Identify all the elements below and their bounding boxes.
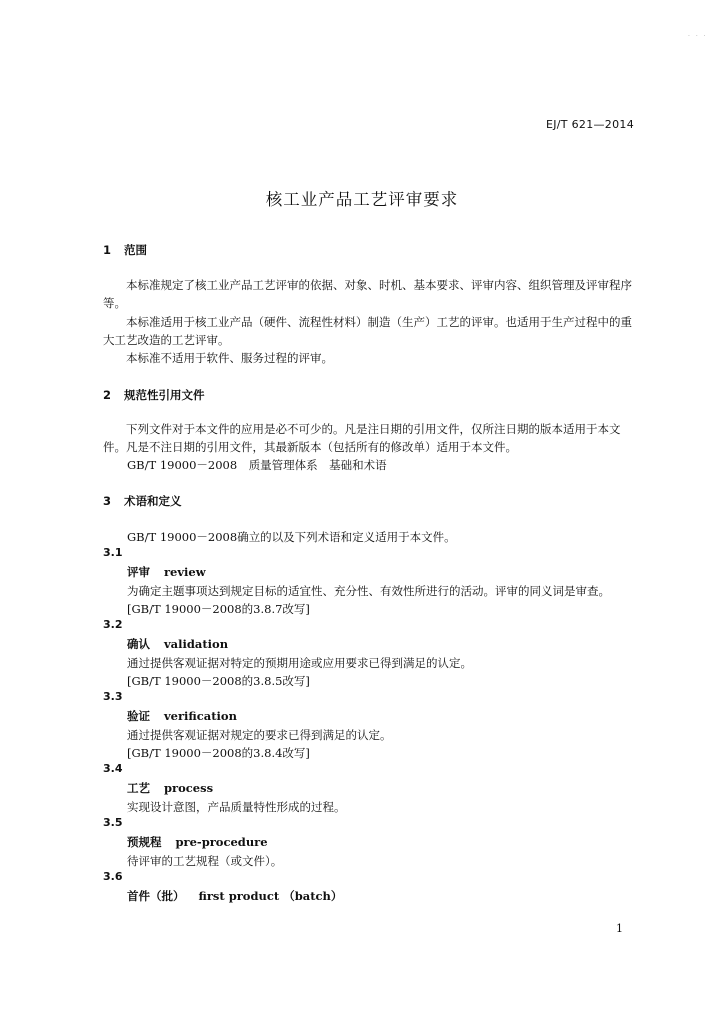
term-name-zh: 评审	[127, 565, 150, 579]
normative-reference: GB/T 19000－2008 质量管理体系 基础和术语	[127, 458, 387, 472]
section-2-heading	[103, 387, 205, 403]
term-name	[127, 780, 213, 796]
term-source: [GB/T 19000－2008的3.8.5改写]	[127, 674, 310, 688]
term-definition: 通过提供客观证据对特定的预期用途或应用要求已得到满足的认定。	[127, 656, 472, 670]
term-definition: 为确定主题事项达到规定目标的适宜性、充分性、有效性所进行的活动。评审的同义词是审查。	[127, 584, 610, 598]
section-3-intro: GB/T 19000－2008确立的以及下列术语和定义适用于本文件。	[127, 530, 456, 544]
term-number: 3.6	[103, 870, 123, 883]
term-name-zh: 首件（批）	[127, 889, 185, 903]
term-name-en: verification	[164, 709, 237, 723]
section-1-paragraph-2: 本标准适用于核工业产品（硬件、流程性材料）制造（生产）工艺的评审。也适用于生产过程中的重大工艺改造的工艺评审。	[103, 315, 632, 347]
section-title: 范围	[124, 243, 147, 257]
term-name-zh: 工艺	[127, 781, 150, 795]
term-definition: 通过提供客观证据对规定的要求已得到满足的认定。	[127, 728, 392, 742]
term-name	[127, 564, 206, 580]
section-2-paragraph-1: 下列文件对于本文件的应用是必不可少的。凡是注日期的引用文件，仅所注日期的版本适用于本文件。凡是不注日期的引用文件，其最新版本（包括所有的修改单）适用于本文件。	[103, 422, 621, 454]
term-name-zh: 预规程	[127, 835, 162, 849]
document-title: 核工业产品工艺评审要求	[265, 190, 459, 209]
term-definition: 待评审的工艺规程（或文件）。	[127, 854, 283, 868]
term-definition: 实现设计意图，产品质量特性形成的过程。	[127, 800, 346, 814]
term-source: [GB/T 19000－2008的3.8.4改写]	[127, 746, 310, 760]
standard-code: EJ/T 621—2014	[545, 118, 634, 131]
section-1-paragraph-1: 本标准规定了核工业产品工艺评审的依据、对象、时机、基本要求、评审内容、组织管理及评审程序等。	[103, 278, 632, 310]
term-number: 3.3	[103, 690, 123, 703]
scan-artifact-dots: · · ·	[688, 33, 708, 40]
section-1-paragraph-3: 本标准不适用于软件、服务过程的评审。	[126, 351, 333, 365]
term-source: [GB/T 19000－2008的3.8.7改写]	[127, 602, 310, 616]
term-name	[127, 834, 268, 850]
term-name-zh: 确认	[127, 637, 150, 651]
section-number: 1	[103, 243, 112, 257]
term-name-en: pre-procedure	[175, 835, 268, 849]
section-title: 术语和定义	[124, 494, 182, 508]
term-name	[127, 636, 228, 652]
section-3-heading	[103, 493, 182, 509]
term-name-en: process	[164, 781, 214, 795]
term-name-en: first product （batch）	[198, 889, 343, 903]
section-number: 3	[103, 494, 112, 508]
term-name-en: review	[164, 565, 206, 579]
section-1-heading	[103, 242, 147, 258]
term-number: 3.4	[103, 762, 123, 775]
term-name-en: validation	[164, 637, 229, 651]
term-number: 3.2	[103, 618, 123, 631]
term-name	[127, 708, 237, 724]
term-number: 3.1	[103, 546, 123, 559]
section-number: 2	[103, 388, 112, 402]
term-number: 3.5	[103, 816, 123, 829]
section-title: 规范性引用文件	[124, 388, 205, 402]
page-number: 1	[616, 922, 623, 935]
term-name	[127, 888, 342, 904]
term-name-zh: 验证	[127, 709, 150, 723]
